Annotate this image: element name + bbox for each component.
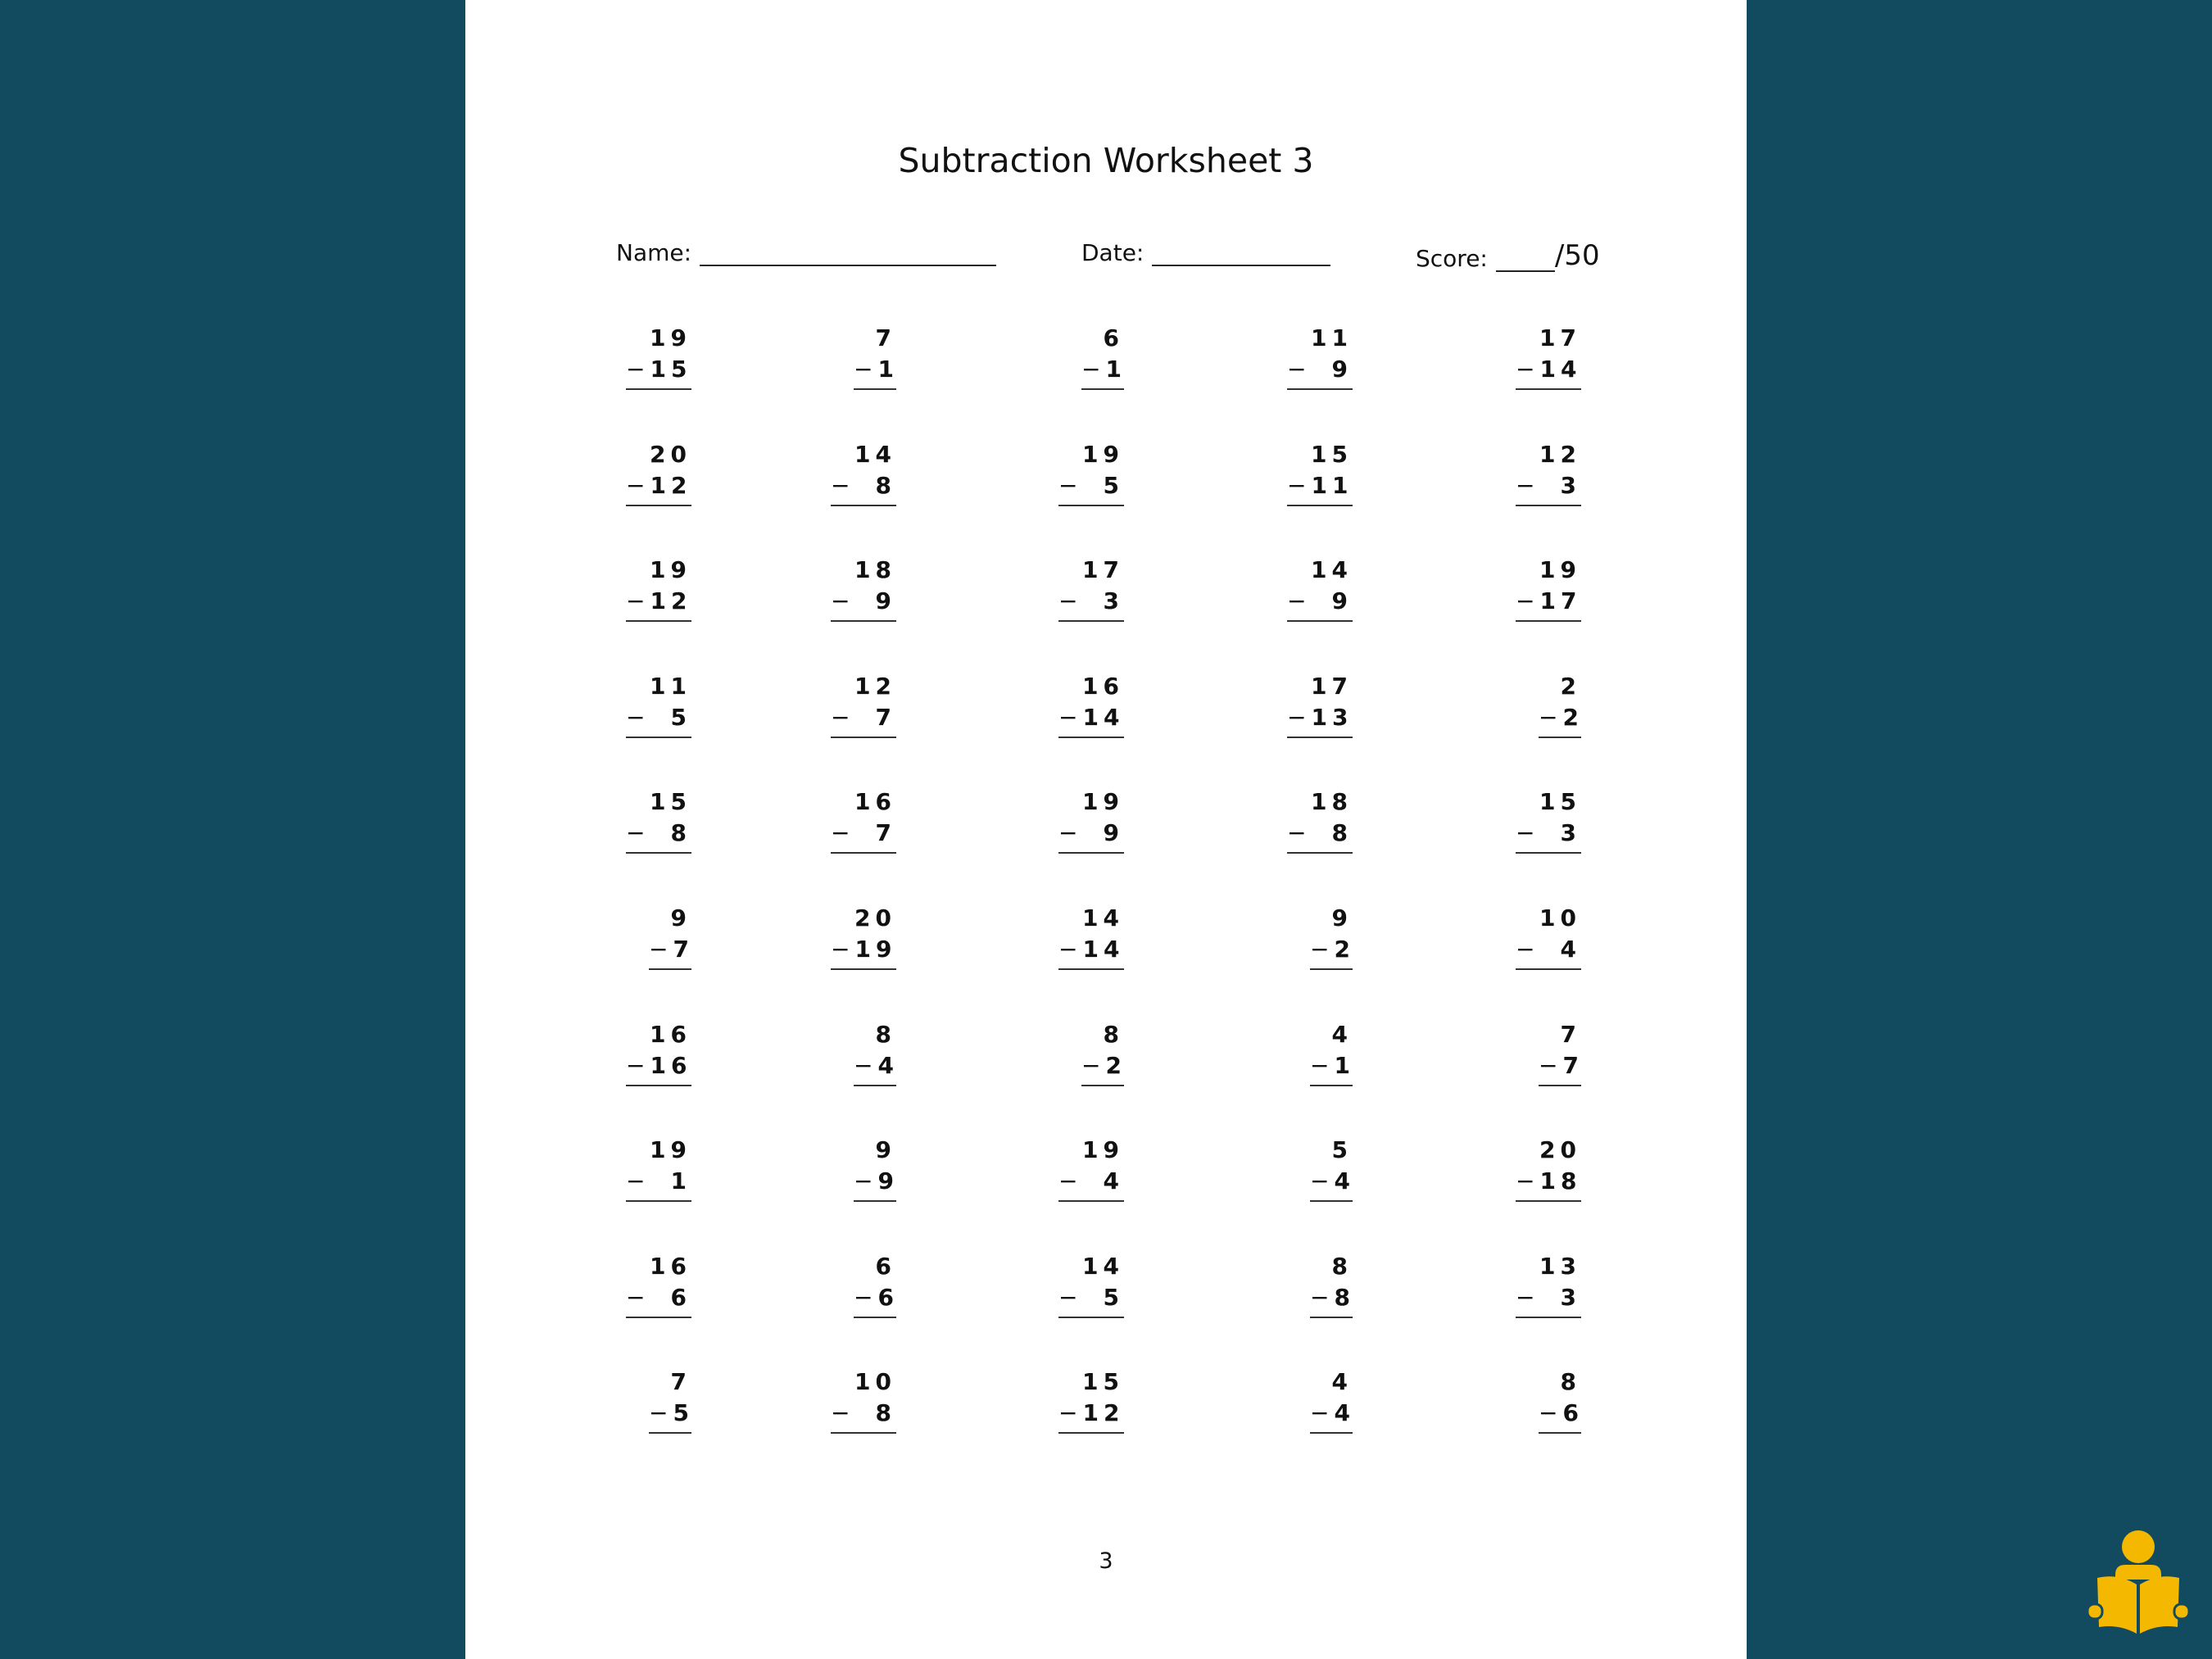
subtraction-problem [649,1368,694,1434]
subtrahend: 3 [1103,587,1124,615]
subtrahend: 5 [670,703,691,731]
minus-sign: − [831,936,855,963]
minus-sign: − [831,819,855,847]
minuend: 19 [1082,788,1124,816]
subtraction-problem [1058,1253,1124,1318]
subtrahend-row [1058,1399,1124,1434]
subtrahend-row [831,587,896,622]
minus-sign: − [1310,1283,1335,1311]
subtrahend: 18 [1539,1167,1582,1195]
subtraction-problem [1058,788,1124,854]
subtraction-problem [1516,788,1581,854]
subtrahend: 6 [1562,1399,1584,1427]
subtrahend: 8 [1331,819,1353,847]
minuend: 14 [1082,1252,1124,1280]
subtraction-problem [626,1136,691,1202]
minus-sign: − [1516,356,1540,383]
subtraction-problem [649,904,694,970]
subtraction-problem [854,1136,899,1202]
minus-sign: − [1287,703,1312,731]
subtraction-problem [1516,441,1581,506]
subtrahend-row [854,1167,899,1202]
minus-sign: − [626,1051,650,1079]
minuend: 5 [1331,1136,1353,1164]
subtrahend-row [1310,1052,1353,1086]
subtraction-problem [1310,1021,1353,1086]
subtrahend: 8 [670,819,691,847]
subtrahend-row [1516,356,1581,390]
subtraction-problem [626,556,691,622]
minuend: 10 [1539,904,1581,931]
minus-sign: − [831,1399,855,1427]
minus-sign: − [626,1283,650,1311]
minuend: 14 [1082,904,1124,931]
minus-sign: − [1310,1051,1335,1079]
minuend: 2 [1560,672,1581,700]
score-blank [1496,246,1555,272]
minus-sign: − [1287,587,1312,615]
minus-sign: − [1081,356,1106,383]
minuend: 14 [854,440,896,468]
name-field [616,239,996,266]
subtraction-problem [1516,556,1581,622]
subtrahend: 12 [650,471,692,499]
subtraction-problem [1081,1021,1124,1086]
subtrahend-row [1058,704,1124,738]
subtrahend-row [1516,587,1581,622]
subtrahend: 14 [1539,356,1582,383]
minus-sign: − [626,356,650,383]
subtrahend-row [1539,1399,1584,1434]
minuend: 18 [1311,788,1353,816]
worksheet-page [465,0,1747,1659]
subtrahend-row [649,936,694,970]
minus-sign: − [1058,471,1083,499]
subtrahend-row [1539,1051,1584,1086]
subtrahend-row [854,1283,899,1318]
subtrahend-row [626,819,691,854]
minus-sign: − [1058,819,1083,847]
subtrahend-row [626,472,691,506]
minus-sign: − [626,703,650,731]
minus-sign: − [626,1167,650,1195]
minus-sign: − [831,471,855,499]
subtraction-problem [1058,556,1124,622]
subtraction-problem [831,904,896,970]
minuend: 19 [1539,556,1581,584]
subtrahend: 2 [1105,1051,1126,1079]
subtrahend-row [1516,472,1581,506]
subtrahend-row [626,1167,691,1202]
minus-sign: − [1058,1283,1083,1311]
minuend: 12 [1539,440,1581,468]
subtraction-problem [1058,1368,1124,1434]
minus-sign: − [1310,936,1335,963]
subtrahend-row [854,356,899,390]
minus-sign: − [1058,587,1083,615]
minuend: 4 [1331,1020,1353,1048]
subtrahend-row [1058,1167,1124,1202]
subtraction-problem [1539,1020,1584,1086]
subtrahend: 6 [877,1283,899,1311]
subtrahend-row [1287,704,1353,738]
minus-sign: − [1310,1399,1335,1427]
subtraction-problem [1310,1253,1353,1318]
subtrahend-row [831,936,896,970]
minus-sign: − [1516,1167,1540,1195]
minuend: 15 [1082,1368,1124,1396]
minuend: 7 [875,324,896,351]
minuend: 8 [1331,1252,1353,1280]
minus-sign: − [626,471,650,499]
subtraction-problem [1287,556,1353,622]
minuend: 19 [650,324,691,351]
minuend: 19 [1082,440,1124,468]
subtrahend-row [1287,472,1353,506]
minuend: 17 [1311,672,1353,700]
subtrahend: 5 [1103,471,1124,499]
minuend: 9 [670,904,691,931]
minus-sign: − [626,587,650,615]
minuend: 19 [650,556,691,584]
minus-sign: − [1058,1399,1083,1427]
subtrahend: 9 [1103,819,1124,847]
subtrahend: 3 [1560,471,1581,499]
subtraction-problem [1516,324,1581,390]
minus-sign: − [831,703,855,731]
minus-sign: − [1516,587,1540,615]
subtraction-problem [1310,1368,1353,1434]
subtrahend-row [1287,819,1353,854]
subtrahend: 1 [1105,356,1126,383]
subtrahend: 8 [1334,1283,1355,1311]
subtrahend-row [626,356,691,390]
subtrahend: 9 [1331,587,1353,615]
minuend: 20 [854,904,896,931]
subtrahend-row [1516,819,1581,854]
subtraction-problem [626,1253,691,1318]
minuend: 13 [1539,1252,1581,1280]
date-field [1081,239,1330,266]
minus-sign: − [854,1167,878,1195]
subtrahend-row [649,1399,694,1434]
subtrahend-row [1516,1167,1581,1202]
subtrahend: 12 [1082,1399,1125,1427]
minuend: 20 [1539,1136,1581,1164]
subtrahend: 15 [650,356,692,383]
subtraction-problem [1287,788,1353,854]
minuend: 9 [875,1136,896,1164]
subtrahend: 1 [877,356,899,383]
subtraction-problem [854,1252,899,1318]
subtrahend: 4 [877,1051,899,1079]
subtrahend: 9 [875,587,896,615]
subtrahend: 12 [650,587,692,615]
subtraction-problem [1058,441,1124,506]
subtrahend: 6 [670,1283,691,1311]
subtrahend-row [1310,936,1353,970]
minuend: 16 [854,788,896,816]
minuend: 18 [854,556,896,584]
minus-sign: − [1539,703,1563,731]
subtrahend-row [1516,1284,1581,1318]
minuend: 17 [1082,556,1124,584]
minus-sign: − [1058,1167,1083,1195]
person-reading-book-icon [2081,1524,2196,1639]
subtraction-problem [831,441,896,506]
minus-sign: − [1081,1051,1106,1079]
subtraction-problem [1310,1136,1353,1202]
subtrahend: 5 [673,1399,694,1427]
minus-sign: − [1516,471,1540,499]
minuend: 11 [650,672,691,700]
subtraction-problem [626,441,691,506]
score-field [1416,239,1600,272]
minuend: 20 [650,440,691,468]
minus-sign: − [854,356,878,383]
subtrahend: 8 [875,471,896,499]
minus-sign: − [1287,819,1312,847]
subtrahend-row [1287,356,1353,390]
subtraction-problem [1287,324,1353,390]
minuend: 11 [1311,324,1353,351]
score-label: Score: [1416,245,1488,272]
subtrahend: 16 [650,1051,692,1079]
subtraction-problem [1081,324,1124,390]
subtrahend: 4 [1334,1399,1355,1427]
subtrahend: 2 [1562,703,1584,731]
subtrahend-row [1058,819,1124,854]
minuend: 15 [1311,440,1353,468]
subtraction-problem [1287,441,1353,506]
subtrahend: 17 [1539,587,1582,615]
subtraction-problem [1539,672,1584,738]
subtrahend: 19 [854,936,897,963]
subtrahend: 1 [1334,1051,1355,1079]
minuend: 12 [854,672,896,700]
minuend: 17 [1539,324,1581,351]
date-blank [1152,240,1330,266]
minus-sign: − [1516,1283,1540,1311]
subtrahend: 1 [670,1167,691,1195]
subtraction-problem [1058,1136,1124,1202]
subtrahend: 9 [1331,356,1353,383]
subtraction-problem [831,673,896,738]
subtrahend-row [626,1052,691,1086]
subtrahend: 14 [1082,703,1125,731]
minus-sign: − [1516,936,1540,963]
minuend: 14 [1311,556,1353,584]
subtrahend-row [831,819,896,854]
minuend: 16 [650,1020,691,1048]
minus-sign: − [1539,1051,1563,1079]
subtrahend-row [1058,472,1124,506]
minuend: 7 [670,1368,691,1396]
minuend: 7 [1560,1020,1581,1048]
minuend: 15 [650,788,691,816]
minuend: 6 [875,1252,896,1280]
subtraction-problem [1310,904,1353,970]
subtrahend-row [1058,936,1124,970]
subtrahend: 14 [1082,936,1125,963]
subtrahend-row [1310,1399,1353,1434]
subtrahend-row [1081,356,1124,390]
minuend: 4 [1331,1368,1353,1396]
minus-sign: − [1287,471,1312,499]
subtrahend: 7 [1562,1051,1584,1079]
subtrahend-row [831,472,896,506]
minuend: 6 [1103,324,1124,351]
subtrahend-row [626,704,691,738]
minus-sign: − [854,1051,878,1079]
subtrahend: 5 [1103,1283,1124,1311]
minus-sign: − [1287,356,1312,383]
name-blank [700,240,996,266]
page-title: Subtraction Worksheet 3 [898,141,1314,180]
subtrahend: 9 [877,1167,899,1195]
subtraction-problem [1539,1368,1584,1434]
score-total: /50 [1554,239,1600,272]
minus-sign: − [1539,1399,1563,1427]
subtrahend: 11 [1311,471,1353,499]
subtrahend: 13 [1311,703,1353,731]
subtrahend-row [626,1284,691,1318]
name-label: Name: [616,239,692,266]
minus-sign: − [1058,936,1083,963]
subtraction-problem [1287,673,1353,738]
subtraction-problem [1516,904,1581,970]
minus-sign: − [1310,1167,1335,1195]
minuend: 15 [1539,788,1581,816]
subtrahend-row [854,1051,899,1086]
minus-sign: − [831,587,855,615]
subtrahend: 4 [1560,936,1581,963]
subtrahend-row [831,704,896,738]
subtrahend: 7 [673,936,694,963]
subtraction-problem [626,324,691,390]
subtrahend: 2 [1334,936,1355,963]
subtrahend: 3 [1560,819,1581,847]
subtrahend-row [831,1399,896,1434]
minuend: 8 [1560,1368,1581,1396]
minus-sign: − [626,819,650,847]
subtrahend: 3 [1560,1283,1581,1311]
minus-sign: − [854,1283,878,1311]
minus-sign: − [649,1399,673,1427]
minuend: 16 [650,1252,691,1280]
subtraction-problem [854,324,899,390]
subtraction-problem [1516,1136,1581,1202]
minuend: 19 [1082,1136,1124,1164]
subtrahend-row [1287,587,1353,622]
subtrahend-row [1539,703,1584,738]
subtrahend: 7 [875,703,896,731]
subtrahend-row [1310,1284,1353,1318]
minus-sign: − [1058,703,1083,731]
subtrahend-row [626,587,691,622]
minuend: 19 [650,1136,691,1164]
subtrahend-row [1058,1284,1124,1318]
minuend: 9 [1331,904,1353,931]
page-number: 3 [1099,1548,1113,1574]
subtrahend: 8 [875,1399,896,1427]
minuend: 10 [854,1368,896,1396]
minuend: 16 [1082,672,1124,700]
subtrahend: 7 [875,819,896,847]
subtrahend-row [1310,1167,1353,1202]
minus-sign: − [1516,819,1540,847]
subtrahend-row [1058,587,1124,622]
minus-sign: − [649,936,673,963]
date-label: Date: [1081,239,1145,266]
subtraction-problem [854,1020,899,1086]
subtraction-problem [1058,904,1124,970]
subtraction-problem [1058,673,1124,738]
subtraction-problem [1516,1253,1581,1318]
minuend: 8 [875,1020,896,1048]
subtraction-problem [831,556,896,622]
minuend: 8 [1103,1020,1124,1048]
subtrahend: 4 [1334,1167,1355,1195]
subtraction-problem [626,1021,691,1086]
subtraction-problem [626,673,691,738]
subtrahend: 4 [1103,1167,1124,1195]
subtraction-problem [831,1368,896,1434]
subtrahend-row [1081,1052,1124,1086]
subtraction-problem [831,788,896,854]
subtraction-problem [626,788,691,854]
subtrahend-row [1516,936,1581,970]
